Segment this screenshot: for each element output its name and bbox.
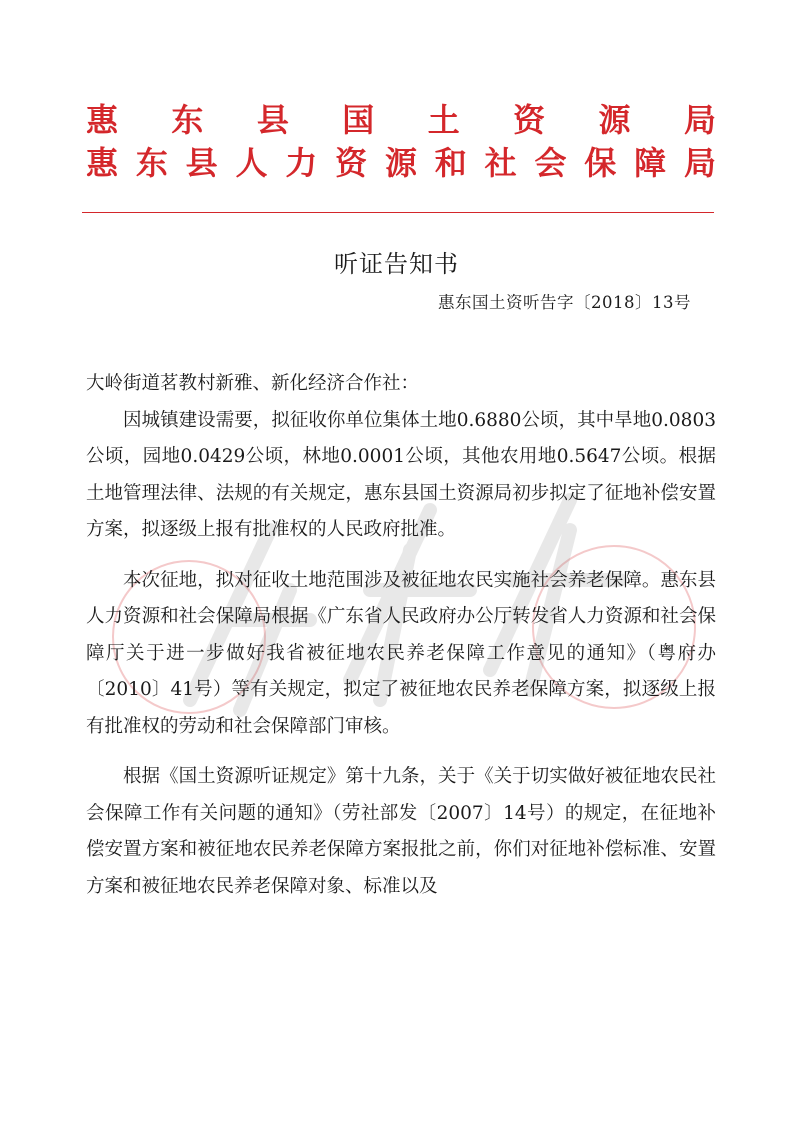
body-paragraph-3: 根据《国土资源听证规定》第十九条，关于《关于切实做好被征地农民社会保障工作有关问题的通知》（劳社部发〔2007〕14号）的规定，在征地补偿安置方案和被征地农民养老保障方案报批之前，你们对征地补偿标准、安置方案和被征地农民养老保障对象、标准以及	[86, 766, 716, 897]
header-char: 源	[598, 101, 631, 139]
header-char: 障	[634, 144, 667, 182]
header-char: 会	[534, 144, 567, 182]
header-char: 惠	[86, 101, 119, 139]
header-char: 人	[235, 144, 268, 182]
header-char: 资	[335, 144, 368, 182]
body-paragraph-2: 本次征地，拟对征收土地范围涉及被征地农民实施社会养老保障。惠东县人力资源和社会保障局根据《广东省人民政府办公厅转发省人力资源和社会保障厅关于进一步做好我省被征地农民养老保障工作意见的通知》（粤府办〔2010〕41号）等有关规定，拟定了被征地农民养老保障方案，拟逐级上报有批准权的劳动和社会保障部门审核。	[86, 569, 716, 737]
header-char: 东	[171, 101, 204, 139]
addressee-line: 大岭街道茗教村新雅、新化经济合作社：	[86, 373, 420, 394]
document-number: 惠东国土资听告字〔2018〕13号	[438, 293, 691, 312]
header-divider-line	[82, 212, 714, 213]
header-char: 局	[683, 144, 716, 182]
header-char: 县	[185, 144, 218, 182]
header-char: 资	[513, 101, 546, 139]
body-paragraph-1: 因城镇建设需要，拟征收你单位集体土地0.6880公顷，其中旱地0.0803公顷，园地0.0429公顷，林地0.0001公顷，其他农用地0.5647公顷。根据土地管理法律、法规的有关规定，惠东县国土资源局初步拟定了征地补偿安置方案，拟逐级上报有批准权的人民政府批准。	[86, 409, 716, 540]
issuer-header-land-bureau	[86, 98, 716, 138]
issuer-header-hr-bureau	[86, 141, 716, 181]
header-char: 保	[584, 144, 617, 182]
document-body	[86, 366, 716, 905]
document-title: 听证告知书	[334, 250, 459, 278]
header-char: 县	[256, 101, 289, 139]
header-char: 东	[135, 144, 168, 182]
header-char: 局	[683, 101, 716, 139]
header-char: 社	[484, 144, 517, 182]
header-char: 和	[434, 144, 467, 182]
header-char: 力	[285, 144, 318, 182]
header-char: 土	[427, 101, 460, 139]
header-char: 源	[384, 144, 417, 182]
header-char: 国	[342, 101, 375, 139]
header-char: 惠	[86, 144, 119, 182]
